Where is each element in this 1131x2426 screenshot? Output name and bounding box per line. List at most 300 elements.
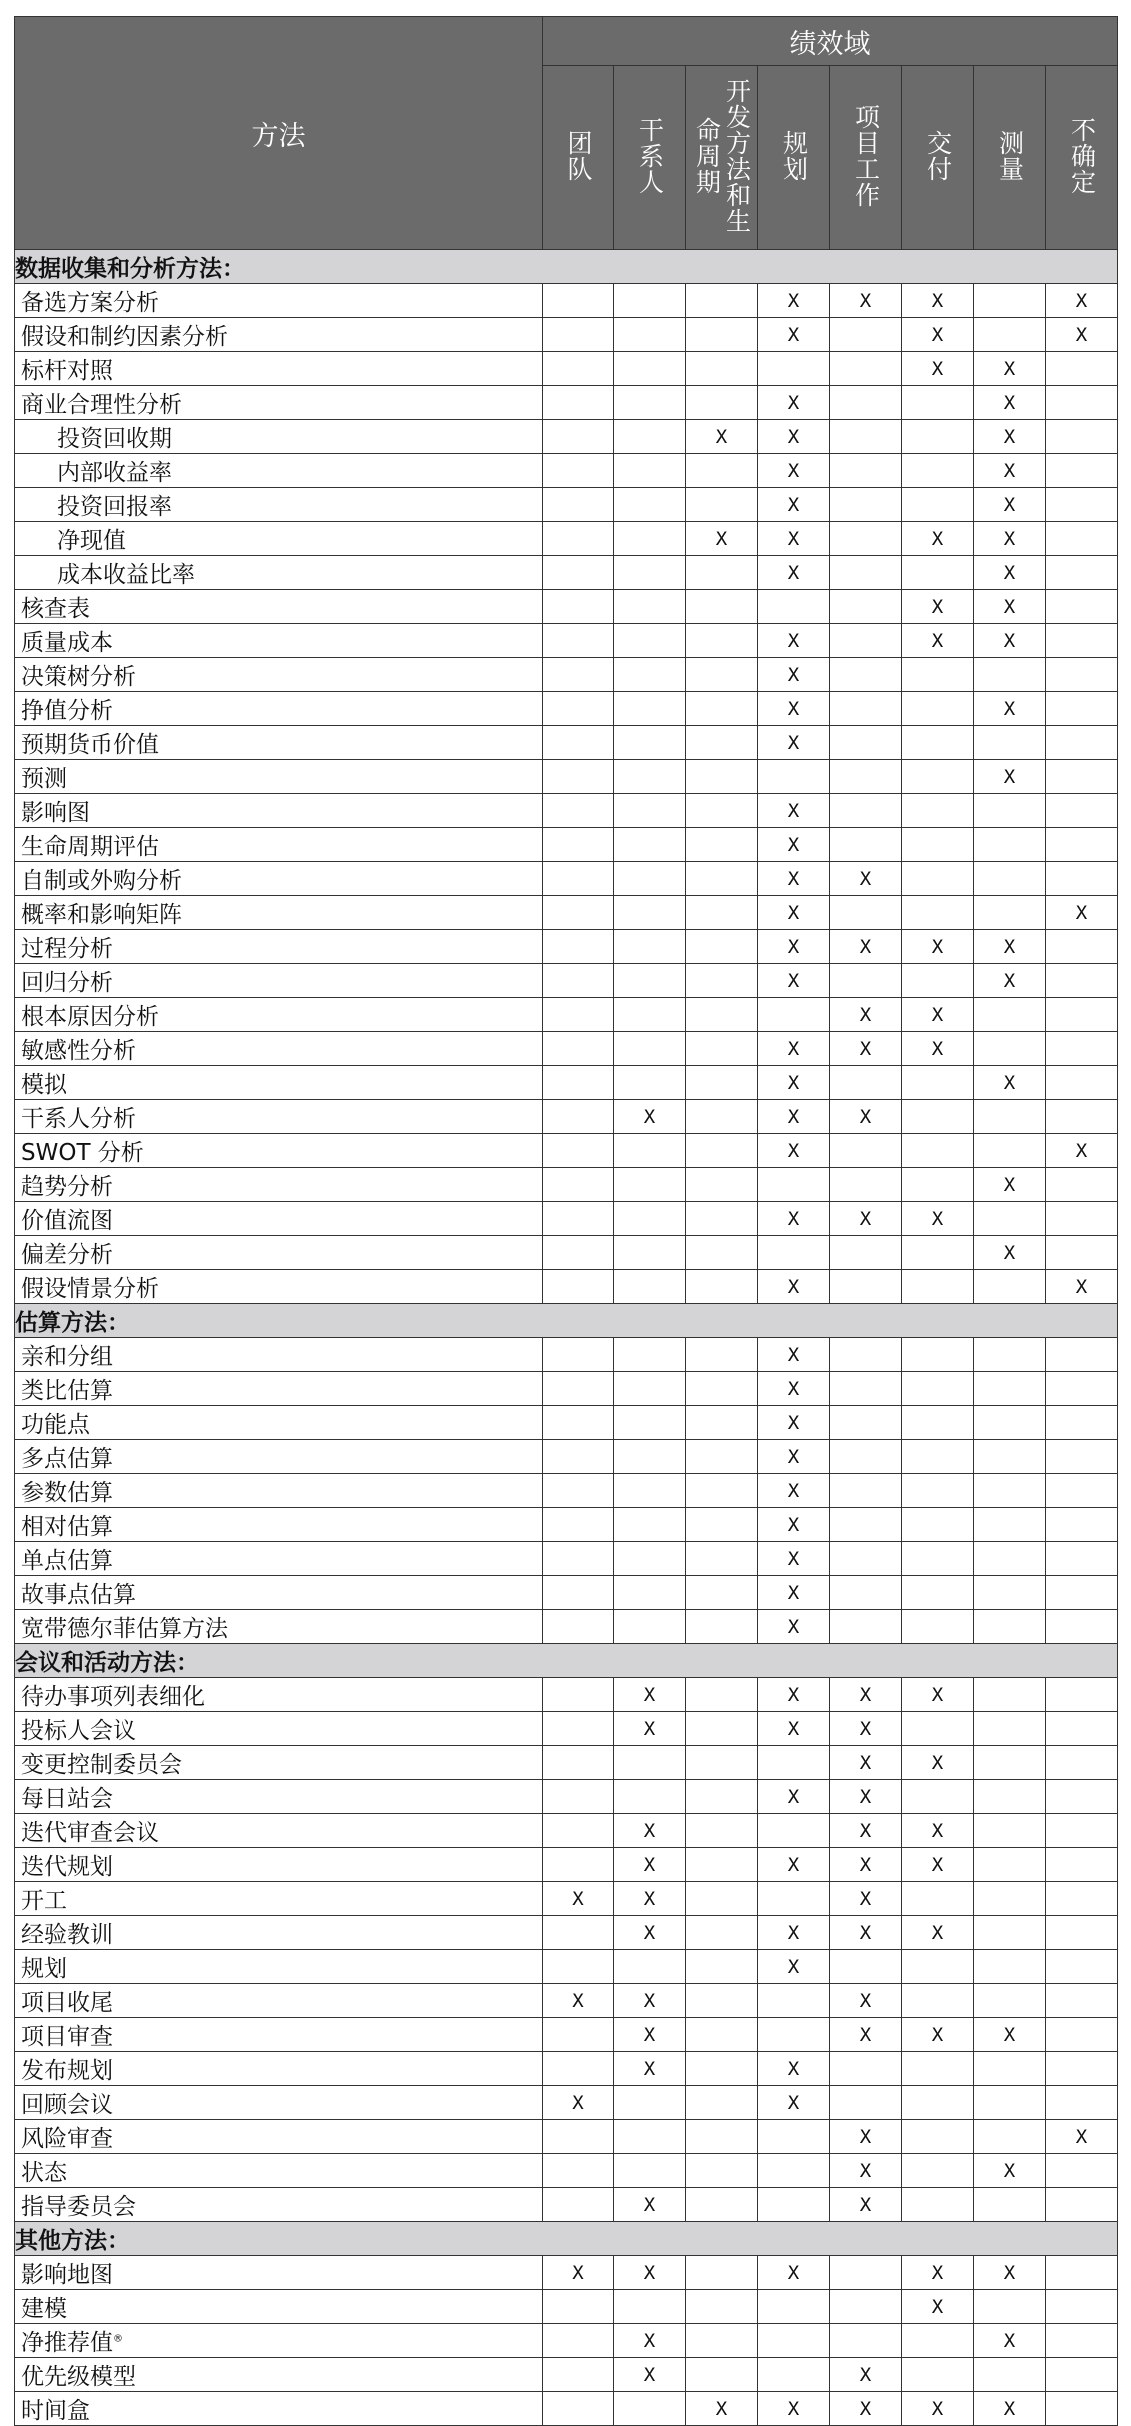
- domain-cell: [543, 2358, 614, 2392]
- x-mark: X: [1003, 391, 1016, 414]
- x-mark: X: [1075, 901, 1088, 924]
- domain-cell: [974, 2188, 1046, 2222]
- domain-cell: [686, 1746, 758, 1780]
- x-mark: X: [643, 2261, 656, 2284]
- method-name: 敏感性分析: [21, 1038, 136, 1064]
- method-name-cell: [15, 998, 543, 1032]
- col-header-label: 项目工作: [851, 103, 881, 208]
- domain-cell: [902, 1610, 974, 1644]
- domain-cell: [758, 1780, 830, 1814]
- domain-cell: [974, 1372, 1046, 1406]
- domain-cell: [758, 2358, 830, 2392]
- domain-cell: [902, 1372, 974, 1406]
- domain-cell: [543, 1134, 614, 1168]
- x-mark: X: [787, 289, 800, 312]
- domain-cell: [1046, 1712, 1118, 1746]
- domain-cell: [1046, 2154, 1118, 2188]
- x-mark: X: [1003, 2159, 1016, 2182]
- domain-cell: [830, 1066, 902, 1100]
- table-row: [15, 2086, 1118, 2120]
- x-mark: X: [787, 2091, 800, 2114]
- method-name: 回顾会议: [21, 2092, 113, 2118]
- table-row: [15, 998, 1118, 1032]
- domain-cell: [1046, 1916, 1118, 1950]
- table-row: [15, 488, 1118, 522]
- method-name-cell: [15, 1814, 543, 1848]
- method-name: 风险审查: [21, 2126, 113, 2152]
- domain-cell: [974, 1814, 1046, 1848]
- domain-cell: [686, 964, 758, 998]
- col-header-delivery: [902, 66, 974, 250]
- method-name: 回归分析: [21, 970, 113, 996]
- domain-cell: [902, 590, 974, 624]
- domain-cell: [974, 930, 1046, 964]
- domain-cell: [830, 930, 902, 964]
- domain-cell: [614, 1814, 686, 1848]
- domain-cell: [686, 488, 758, 522]
- domain-cell: [974, 386, 1046, 420]
- domain-cell: [1046, 2188, 1118, 2222]
- domain-cell: [902, 1678, 974, 1712]
- x-mark: X: [931, 1853, 944, 1876]
- domain-cell: [614, 1066, 686, 1100]
- x-mark: X: [787, 391, 800, 414]
- x-mark: X: [859, 1887, 872, 1910]
- domain-cell: [830, 2018, 902, 2052]
- method-name: 影响地图: [21, 2262, 113, 2288]
- domain-cell: [1046, 420, 1118, 454]
- domain-cell: [758, 2120, 830, 2154]
- table-row: [15, 1882, 1118, 1916]
- method-name-cell: [15, 930, 543, 964]
- method-name-cell: [15, 2018, 543, 2052]
- domain-cell: [758, 522, 830, 556]
- table-row: [15, 1338, 1118, 1372]
- table-row: [15, 1236, 1118, 1270]
- domain-cell: [830, 1338, 902, 1372]
- domain-cell: [830, 454, 902, 488]
- method-name-cell: [15, 1202, 543, 1236]
- table-row: [15, 1440, 1118, 1474]
- x-mark: X: [859, 289, 872, 312]
- domain-cell: [974, 488, 1046, 522]
- domain-cell: [1046, 2324, 1118, 2358]
- method-name-cell: [15, 386, 543, 420]
- table-row: [15, 1270, 1118, 1304]
- domain-cell: [686, 862, 758, 896]
- x-mark: X: [859, 1751, 872, 1774]
- domain-cell: [686, 1270, 758, 1304]
- domain-cell: [902, 1916, 974, 1950]
- domain-cell: [830, 1610, 902, 1644]
- domain-cell: [614, 1678, 686, 1712]
- method-name-cell: [15, 2052, 543, 2086]
- x-mark: X: [931, 1921, 944, 1944]
- x-mark: X: [931, 595, 944, 618]
- domain-cell: [902, 1032, 974, 1066]
- domain-cell: [543, 590, 614, 624]
- domain-cell: [686, 1678, 758, 1712]
- domain-cell: [902, 896, 974, 930]
- domain-cell: [902, 488, 974, 522]
- x-mark: X: [1075, 289, 1088, 312]
- domain-cell: [686, 1440, 758, 1474]
- table-row: [15, 2188, 1118, 2222]
- domain-cell: [830, 1814, 902, 1848]
- x-mark: X: [787, 527, 800, 550]
- domain-cell: [1046, 1950, 1118, 1984]
- domain-cell: [686, 1712, 758, 1746]
- domain-cell: [614, 998, 686, 1032]
- domain-cell: [686, 2290, 758, 2324]
- x-mark: X: [931, 935, 944, 958]
- domain-cell: [543, 1678, 614, 1712]
- domain-cell: [686, 2358, 758, 2392]
- domain-cell: [614, 828, 686, 862]
- method-name-cell: [15, 2256, 543, 2290]
- x-mark: X: [715, 425, 728, 448]
- domain-cell: [614, 624, 686, 658]
- method-name: 根本原因分析: [21, 1004, 159, 1030]
- domain-cell: [614, 420, 686, 454]
- domain-cell: [758, 1270, 830, 1304]
- domain-cell: [686, 1168, 758, 1202]
- domain-cell: [830, 1474, 902, 1508]
- domain-cell: [543, 1338, 614, 1372]
- domain-cell: [902, 1270, 974, 1304]
- x-mark: X: [1075, 2125, 1088, 2148]
- domain-cell: [974, 1610, 1046, 1644]
- domain-cell: [543, 1984, 614, 2018]
- col-header-uncertainty: [1046, 66, 1118, 250]
- domain-cell: [974, 998, 1046, 1032]
- domain-cell: [974, 794, 1046, 828]
- domain-cell: [1046, 624, 1118, 658]
- domain-cell: [902, 2086, 974, 2120]
- x-mark: X: [787, 2261, 800, 2284]
- domain-cell: [974, 1270, 1046, 1304]
- method-name-cell: [15, 1984, 543, 2018]
- domain-cell: [974, 352, 1046, 386]
- domain-cell: [543, 1202, 614, 1236]
- x-mark: X: [1003, 459, 1016, 482]
- domain-cell: [614, 522, 686, 556]
- domain-cell: [686, 828, 758, 862]
- domain-cell: [686, 454, 758, 488]
- x-mark: X: [787, 1683, 800, 1706]
- method-name-cell: [15, 1440, 543, 1474]
- x-mark: X: [787, 663, 800, 686]
- methods-performance-domain-table: [14, 16, 1118, 2426]
- x-mark: X: [787, 1785, 800, 1808]
- domain-cell: [974, 1406, 1046, 1440]
- domain-cell: [758, 1372, 830, 1406]
- domain-cell: [1046, 726, 1118, 760]
- domain-cell: [758, 1338, 830, 1372]
- domain-cell: [686, 1202, 758, 1236]
- method-name: 投资回报率: [57, 494, 172, 520]
- domain-cell: [1046, 1678, 1118, 1712]
- domain-cell: [614, 2358, 686, 2392]
- x-mark: X: [1003, 425, 1016, 448]
- domain-cell: [830, 522, 902, 556]
- method-name: 决策树分析: [21, 664, 136, 690]
- domain-cell: [902, 2154, 974, 2188]
- registered-mark: ®: [113, 2333, 123, 2345]
- domain-cell: [974, 590, 1046, 624]
- domain-cell: [758, 2052, 830, 2086]
- domain-cell: [902, 998, 974, 1032]
- domain-cell: [830, 556, 902, 590]
- table-row: [15, 1100, 1118, 1134]
- col-header-label: 规划: [779, 129, 809, 182]
- x-mark: X: [787, 731, 800, 754]
- x-mark: X: [1003, 595, 1016, 618]
- domain-cell: [543, 1610, 614, 1644]
- domain-cell: [543, 1508, 614, 1542]
- x-mark: X: [1075, 323, 1088, 346]
- domain-cell: [614, 1168, 686, 1202]
- domain-cell: [974, 624, 1046, 658]
- domain-cell: [1046, 1032, 1118, 1066]
- domain-cell: [758, 1882, 830, 1916]
- table-row: [15, 1746, 1118, 1780]
- domain-cell: [758, 2256, 830, 2290]
- domain-cell: [686, 726, 758, 760]
- domain-cell: [758, 1168, 830, 1202]
- x-mark: X: [859, 2397, 872, 2420]
- domain-cell: [830, 1202, 902, 1236]
- domain-cell: [902, 454, 974, 488]
- domain-cell: [830, 1168, 902, 1202]
- col-header-dev-approach: [686, 66, 758, 250]
- domain-cell: [830, 692, 902, 726]
- x-mark: X: [931, 2397, 944, 2420]
- x-mark: X: [787, 1275, 800, 1298]
- domain-cell: [902, 1100, 974, 1134]
- domain-cell: [902, 2018, 974, 2052]
- col-header-label: 团队: [564, 129, 593, 182]
- x-mark: X: [931, 2295, 944, 2318]
- domain-cell: [830, 1270, 902, 1304]
- domain-cell: [543, 1814, 614, 1848]
- method-name-cell: [15, 1746, 543, 1780]
- domain-cell: [543, 1270, 614, 1304]
- domain-cell: [543, 386, 614, 420]
- table-row: [15, 2120, 1118, 2154]
- domain-cell: [614, 2256, 686, 2290]
- domain-cell: [686, 2392, 758, 2426]
- x-mark: X: [643, 1717, 656, 1740]
- table-row: [15, 760, 1118, 794]
- method-name: 状态: [21, 2160, 67, 2186]
- domain-cell: [758, 2392, 830, 2426]
- domain-cell: [830, 488, 902, 522]
- x-mark: X: [787, 1581, 800, 1604]
- domain-cell: [1046, 1780, 1118, 1814]
- domain-cell: [686, 284, 758, 318]
- domain-cell: [543, 794, 614, 828]
- x-mark: X: [1003, 2397, 1016, 2420]
- domain-cell: [974, 1576, 1046, 1610]
- domain-cell: [758, 964, 830, 998]
- domain-cell: [686, 1372, 758, 1406]
- domain-cell: [614, 1576, 686, 1610]
- domain-cell: [614, 1610, 686, 1644]
- x-mark: X: [931, 1003, 944, 1026]
- x-mark: X: [1003, 357, 1016, 380]
- domain-cell: [902, 1338, 974, 1372]
- domain-cell: [758, 692, 830, 726]
- method-name-cell: [15, 2324, 543, 2358]
- domain-cell: [614, 1950, 686, 1984]
- domain-cell: [543, 1916, 614, 1950]
- domain-cell: [758, 2324, 830, 2358]
- table-row: [15, 1814, 1118, 1848]
- domain-cell: [1046, 964, 1118, 998]
- method-name-cell: [15, 2154, 543, 2188]
- domain-cell: [902, 522, 974, 556]
- method-name-cell: [15, 1848, 543, 1882]
- domain-cell: [830, 1134, 902, 1168]
- domain-cell: [614, 1508, 686, 1542]
- domain-cell: [1046, 1746, 1118, 1780]
- domain-cell: [902, 1882, 974, 1916]
- domain-cell: [686, 1610, 758, 1644]
- domain-cell: [543, 964, 614, 998]
- domain-cell: [686, 896, 758, 930]
- domain-cell: [543, 2392, 614, 2426]
- domain-cell: [830, 1236, 902, 1270]
- domain-cell: [543, 1406, 614, 1440]
- table-row: [15, 1202, 1118, 1236]
- domain-cell: [543, 624, 614, 658]
- domain-cell: [902, 1780, 974, 1814]
- domain-cell: [543, 1236, 614, 1270]
- domain-cell: [686, 760, 758, 794]
- domain-cell: [543, 488, 614, 522]
- domain-cell: [1046, 794, 1118, 828]
- domain-cell: [686, 794, 758, 828]
- x-mark: X: [787, 1955, 800, 1978]
- domain-cell: [1046, 1576, 1118, 1610]
- domain-cell: [758, 828, 830, 862]
- x-mark: X: [931, 1751, 944, 1774]
- table-row: [15, 2018, 1118, 2052]
- domain-cell: [902, 386, 974, 420]
- method-name-cell: [15, 1372, 543, 1406]
- col-header-label: 不确定: [1067, 116, 1097, 195]
- domain-cell: [1046, 590, 1118, 624]
- method-name-cell: [15, 1916, 543, 1950]
- x-mark: X: [931, 629, 944, 652]
- domain-cell: [1046, 2052, 1118, 2086]
- domain-cell: [902, 1984, 974, 2018]
- domain-cell: [686, 1032, 758, 1066]
- domain-cell: [974, 828, 1046, 862]
- domain-cell: [1046, 1474, 1118, 1508]
- domain-cell: [614, 1032, 686, 1066]
- table-row: [15, 1576, 1118, 1610]
- domain-cell: [902, 2188, 974, 2222]
- domain-cell: [902, 2052, 974, 2086]
- x-mark: X: [787, 2057, 800, 2080]
- table-row: [15, 1678, 1118, 1712]
- domain-cell: [543, 1848, 614, 1882]
- domain-cell: [758, 590, 830, 624]
- x-mark: X: [859, 2159, 872, 2182]
- method-name-cell: [15, 2086, 543, 2120]
- domain-cell: [974, 1542, 1046, 1576]
- col-header-measurement: [974, 66, 1046, 250]
- domain-cell: [974, 1032, 1046, 1066]
- x-mark: X: [643, 2329, 656, 2352]
- domain-cell: [686, 556, 758, 590]
- method-name-cell: [15, 420, 543, 454]
- x-mark: X: [572, 2091, 584, 2114]
- table-row: [15, 624, 1118, 658]
- domain-cell: [902, 624, 974, 658]
- domain-cell: [758, 1950, 830, 1984]
- domain-cell: [1046, 2392, 1118, 2426]
- method-name: 模拟: [21, 1072, 67, 1098]
- x-mark: X: [572, 1887, 584, 1910]
- domain-cell: [758, 318, 830, 352]
- method-name-cell: [15, 1508, 543, 1542]
- section-header-row: [15, 250, 1118, 284]
- domain-cell: [614, 590, 686, 624]
- method-name-cell: [15, 692, 543, 726]
- domain-cell: [830, 318, 902, 352]
- table-row: [15, 896, 1118, 930]
- x-mark: X: [1003, 1173, 1016, 1196]
- domain-cell: [974, 420, 1046, 454]
- method-name: 经验教训: [21, 1922, 113, 1948]
- domain-cell: [1046, 1508, 1118, 1542]
- domain-cell: [1046, 318, 1118, 352]
- domain-cell: [1046, 930, 1118, 964]
- method-name-cell: [15, 1168, 543, 1202]
- domain-cell: [1046, 1270, 1118, 1304]
- domain-cell: [830, 1406, 902, 1440]
- table-row: [15, 862, 1118, 896]
- domain-cell: [686, 2256, 758, 2290]
- domain-cell: [902, 794, 974, 828]
- col-header-planning: [758, 66, 830, 250]
- domain-cell: [902, 2120, 974, 2154]
- method-name-cell: [15, 1134, 543, 1168]
- domain-cell: [686, 1236, 758, 1270]
- domain-cell: [1046, 692, 1118, 726]
- x-mark: X: [643, 2193, 656, 2216]
- domain-cell: [974, 1882, 1046, 1916]
- x-mark: X: [859, 1921, 872, 1944]
- x-mark: X: [931, 1037, 944, 1060]
- domain-cell: [902, 2290, 974, 2324]
- table-row: [15, 352, 1118, 386]
- domain-cell: [758, 930, 830, 964]
- x-mark: X: [1003, 2329, 1016, 2352]
- x-mark: X: [787, 901, 800, 924]
- domain-cell: [614, 794, 686, 828]
- x-mark: X: [859, 1037, 872, 1060]
- domain-cell: [1046, 1372, 1118, 1406]
- domain-cell: [830, 1576, 902, 1610]
- x-mark: X: [787, 969, 800, 992]
- method-name-cell: [15, 1406, 543, 1440]
- method-name: 挣值分析: [21, 698, 113, 724]
- domain-cell: [758, 1576, 830, 1610]
